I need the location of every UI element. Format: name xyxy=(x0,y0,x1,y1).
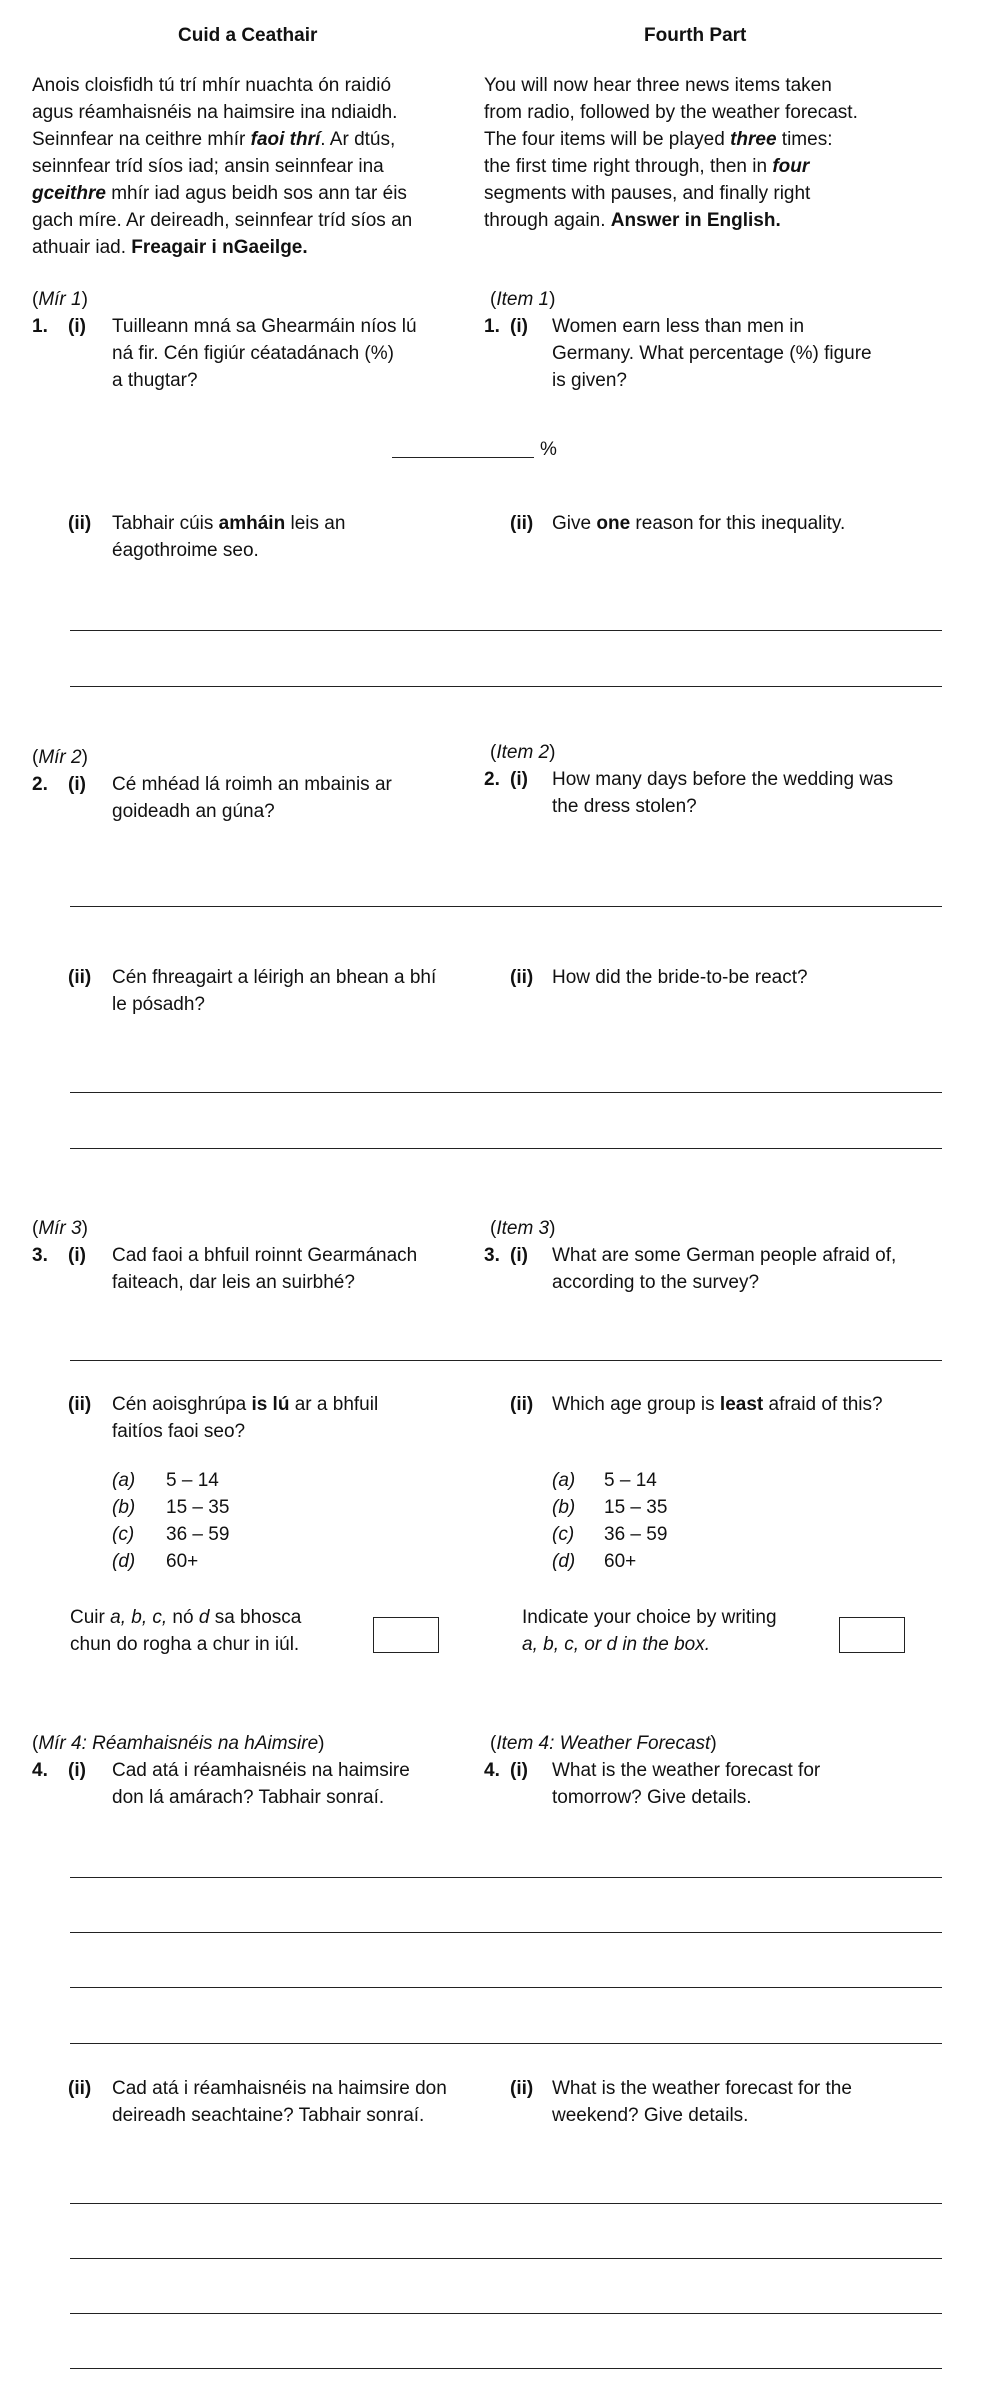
item2-part-i-en: (i) xyxy=(510,769,528,790)
english-title: Fourth Part xyxy=(644,25,747,46)
percent-sign: % xyxy=(540,439,557,460)
item1-part-ii: (ii) xyxy=(68,513,92,534)
item1-part-i-en: (i) xyxy=(510,316,528,337)
item3-irish-label: (Mír 3) xyxy=(32,1218,88,1239)
item2-qii-english: How did the bride-to-be react? xyxy=(552,967,808,988)
item2-part-ii-en: (ii) xyxy=(510,967,534,988)
item3-qi-irish: Cad faoi a bhfuil roinnt Gearmánach faiteach, dar leis an suirbhé? xyxy=(112,1245,418,1293)
item4-qii-irish: Cad atá i réamhaisnéis na haimsire don deireadh seachtaine? Tabhair sonraí. xyxy=(112,2078,447,2126)
answer-line[interactable] xyxy=(70,1148,942,1149)
item4-qii-english: What is the weather forecast for the weekend? Give details. xyxy=(552,2078,852,2126)
intro-english: You will now hear three news items taken from radio, followed by the weather forecast. The four items will be played three times: the first time right through, then in four segments with pauses, and finally right through again. Answer in English. xyxy=(484,75,858,231)
answer-box-english[interactable] xyxy=(839,1617,905,1653)
item2-part-ii: (ii) xyxy=(68,967,92,988)
item1-number: 1. xyxy=(32,316,48,337)
item4-qi-irish: Cad atá i réamhaisnéis na haimsire don lá amárach? Tabhair sonraí. xyxy=(112,1760,410,1808)
choice-instruction-english: Indicate your choice by writing a, b, c, or d in the box. xyxy=(522,1607,777,1655)
option-a: (a) 5 – 14 xyxy=(552,1470,657,1491)
item1-english-label: (Item 1) xyxy=(490,289,556,310)
choice-instruction-irish: Cuir a, b, c, nó d sa bhosca chun do rogha a chur in iúl. xyxy=(70,1607,302,1655)
answer-line[interactable] xyxy=(70,630,942,631)
item1-qi-english: Women earn less than men in Germany. What percentage (%) figure is given? xyxy=(552,316,872,391)
item3-options-english xyxy=(552,1467,667,1575)
option-c: (c) 36 – 59 xyxy=(112,1524,230,1545)
item1-part-i: (i) xyxy=(68,316,86,337)
item1-percent-answer-line[interactable] xyxy=(392,457,534,458)
item2-english-label: (Item 2) xyxy=(490,742,556,763)
option-b: (b) 15 – 35 xyxy=(112,1497,230,1518)
item2-qi-irish: Cé mhéad lá roimh an mbainis ar goideadh an gúna? xyxy=(112,774,392,822)
item4-number-en: 4. xyxy=(484,1760,500,1781)
item1-qii-english: Give one reason for this inequality. xyxy=(552,513,846,534)
item1-irish-label: (Mír 1) xyxy=(32,289,88,310)
item2-qi-english: How many days before the wedding was the dress stolen? xyxy=(552,769,894,817)
answer-line[interactable] xyxy=(70,1092,942,1093)
item2-part-i: (i) xyxy=(68,774,86,795)
item2-qii-irish: Cén fhreagairt a léirigh an bhean a bhí le pósadh? xyxy=(112,967,437,1015)
answer-line[interactable] xyxy=(70,2368,942,2369)
item3-english-label: (Item 3) xyxy=(490,1218,556,1239)
answer-box-irish[interactable] xyxy=(373,1617,439,1653)
item4-part-ii: (ii) xyxy=(68,2078,92,2099)
item3-part-ii: (ii) xyxy=(68,1394,92,1415)
item1-qii-irish: Tabhair cúis amháin leis an éagothroime seo. xyxy=(112,513,346,561)
item4-part-i: (i) xyxy=(68,1760,86,1781)
answer-line[interactable] xyxy=(70,1360,942,1361)
answer-line[interactable] xyxy=(70,686,942,687)
item1-number-en: 1. xyxy=(484,316,500,337)
item4-english-label: (Item 4: Weather Forecast) xyxy=(490,1733,717,1754)
option-d: (d) 60+ xyxy=(112,1551,199,1572)
item3-qii-english: Which age group is least afraid of this? xyxy=(552,1394,883,1415)
answer-line[interactable] xyxy=(70,2313,942,2314)
answer-line[interactable] xyxy=(70,1932,942,1933)
item2-number-en: 2. xyxy=(484,769,500,790)
answer-line[interactable] xyxy=(70,2258,942,2259)
answer-line[interactable] xyxy=(70,2043,942,2044)
item4-qi-english: What is the weather forecast for tomorrow? Give details. xyxy=(552,1760,821,1808)
item4-part-i-en: (i) xyxy=(510,1760,528,1781)
answer-line[interactable] xyxy=(70,906,942,907)
item4-number: 4. xyxy=(32,1760,48,1781)
option-b: (b) 15 – 35 xyxy=(552,1497,668,1518)
option-d: (d) 60+ xyxy=(552,1551,637,1572)
intro-irish: Anois cloisfidh tú trí mhír nuachta ón raidió agus réamhaisnéis na haimsire ina ndiaidh. Seinnfear na ceithre mhír faoi thrí. Ar dtús, seinnfear tríd síos iad; ansin seinnfear ina gceithre mhír iad agus beidh sos ann tar éis gach míre. Ar deireadh, seinnfear tríd síos an athuair iad. Freagair i nGaeilge. xyxy=(32,75,413,258)
answer-line[interactable] xyxy=(70,1987,942,1988)
option-a: (a) 5 – 14 xyxy=(112,1470,219,1491)
item4-part-ii-en: (ii) xyxy=(510,2078,534,2099)
item3-part-ii-en: (ii) xyxy=(510,1394,534,1415)
answer-line[interactable] xyxy=(70,2203,942,2204)
item3-number: 3. xyxy=(32,1245,48,1266)
item4-irish-label: (Mír 4: Réamhaisnéis na hAimsire) xyxy=(32,1733,325,1754)
item3-part-i-en: (i) xyxy=(510,1245,528,1266)
item3-part-i: (i) xyxy=(68,1245,86,1266)
item1-qi-irish: Tuilleann mná sa Ghearmáin níos lú ná fir. Cén figiúr céatadánach (%) a thugtar? xyxy=(112,316,417,391)
item3-number-en: 3. xyxy=(484,1245,500,1266)
item2-irish-label: (Mír 2) xyxy=(32,747,88,768)
item1-part-ii-en: (ii) xyxy=(510,513,534,534)
item3-qii-irish: Cén aoisghrúpa is lú ar a bhfuil faitíos faoi seo? xyxy=(112,1394,379,1442)
answer-line[interactable] xyxy=(70,1877,942,1878)
item2-number: 2. xyxy=(32,774,48,795)
item3-qi-english: What are some German people afraid of, according to the survey? xyxy=(552,1245,897,1293)
irish-title: Cuid a Ceathair xyxy=(178,25,318,46)
item3-options-irish xyxy=(112,1467,229,1575)
option-c: (c) 36 – 59 xyxy=(552,1524,668,1545)
